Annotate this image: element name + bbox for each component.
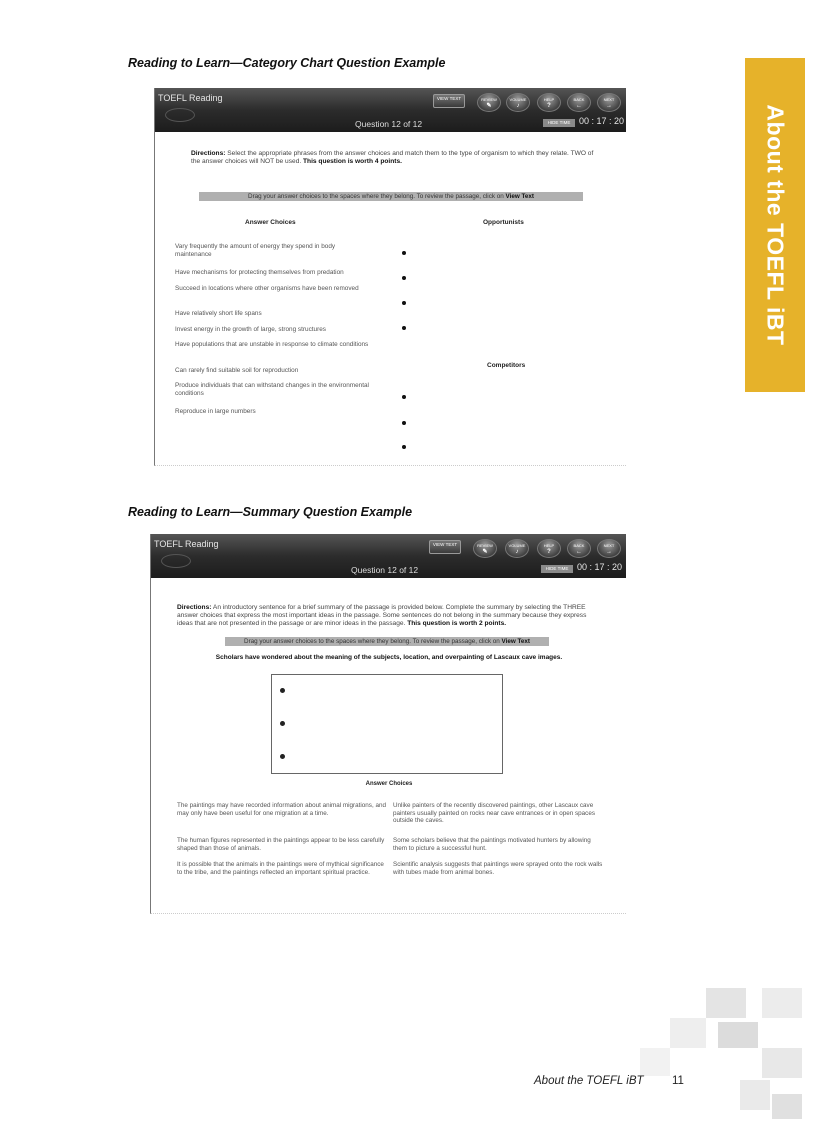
decorative-square [640,1048,670,1076]
view-text-button[interactable]: VIEW TEXT [429,540,461,554]
volume-button[interactable]: VOLUME ♪ [506,93,530,112]
decorative-square [762,1048,802,1078]
question-counter: Question 12 of 12 [351,565,419,575]
answer-choice[interactable]: Have populations that are unstable in response to climate conditions [175,341,369,348]
drop-target-opportunists[interactable] [402,251,406,255]
answer-choice[interactable]: Can rarely find suitable soil for reproduction [175,367,299,374]
footer-title: About the TOEFL iBT [534,1075,644,1087]
directions: Directions: An introductory sentence for a brief summary of the passage is provided below. Complete the summary by selecting the THREE answer choices that express the most important ideas in the passage. Some sentences do not belong in the summary because they express ideas that are not presented in the passage or are minor ideas in the passage. This question is worth 2 points. [177,604,587,627]
answer-choice[interactable]: Succeed in locations where other organisms have been removed [175,285,359,292]
pencil-icon: ✎ [486,103,492,109]
drop-target-competitors[interactable] [402,395,406,399]
test-toolbar [155,88,626,132]
answer-choice[interactable]: Unlike painters of the recently discovered paintings, other Lascaux cave painters usually painted on rocks near cave entrances or in open spaces outside the caves. [393,802,595,824]
summary-drop-slot[interactable] [280,721,285,726]
page-number: 11 [672,1075,684,1087]
drag-instruction-bar: Drag your answer choices to the spaces where they belong. To review the passage, click on View Text [199,192,583,201]
arrow-right-icon: → [606,549,612,555]
summary-screenshot [150,534,626,914]
help-button[interactable]: HELP ? [537,93,561,112]
decorative-square [706,988,746,1018]
question-counter: Question 12 of 12 [355,119,423,129]
ets-logo-icon [165,108,195,122]
answer-choice[interactable]: Produce individuals that can withstand changes in the environmental conditions [175,382,369,397]
answer-choice[interactable]: The human figures represented in the paintings appear to be less carefully shaped than those of animals. [177,837,385,852]
view-text-link[interactable]: View Text [501,638,530,645]
pencil-icon: ✎ [482,549,488,555]
summary-topic-sentence: Scholars have wondered about the meaning of the subjects, location, and overpainting of Lascaux cave images. [215,654,563,661]
arrow-left-icon: ← [576,549,582,555]
drop-target-opportunists[interactable] [402,326,406,330]
timer: 00 : 17 : 20 [577,562,623,572]
arrow-left-icon: ← [576,103,582,109]
hide-time-button[interactable]: HIDE TIME [543,119,575,127]
drop-target-opportunists[interactable] [402,301,406,305]
timer: 00 : 17 : 20 [579,116,625,126]
answer-choice[interactable]: It is possible that the animals in the paintings were of mythical significance to the tribe, and the paintings reflected an important spiritual practice. [177,861,384,876]
answer-choice[interactable]: Invest energy in the growth of large, strong structures [175,326,326,333]
app-name: TOEFL Reading [158,93,223,103]
speaker-icon: ♪ [516,103,520,109]
directions: Directions: Select the appropriate phrases from the answer choices and match them to the type of organism to which they relate. TWO of the answer choices will NOT be used. This question is worth 4 points. [191,150,594,165]
view-text-link[interactable]: View Text [505,193,534,200]
summary-section-title: Reading to Learn—Summary Question Example [128,505,413,519]
next-button[interactable]: NEXT → [597,93,621,112]
answer-choice[interactable]: Have mechanisms for protecting themselves from predation [175,269,344,276]
drag-instruction-bar: Drag your answer choices to the spaces where they belong. To review the passage, click on View Text [225,637,549,646]
decorative-square [718,1022,758,1048]
category-chart-section-title: Reading to Learn—Category Chart Question Example [128,56,446,70]
next-button[interactable]: NEXT → [597,539,621,558]
review-button[interactable]: REVIEW ✎ [477,93,501,112]
view-text-button[interactable]: VIEW TEXT [433,94,465,108]
answer-choices-header: Answer Choices [365,781,413,787]
help-button[interactable]: HELP ? [537,539,561,558]
hide-time-button[interactable]: HIDE TIME [541,565,573,573]
review-button[interactable]: REVIEW ✎ [473,539,497,558]
answer-choices-header: Answer Choices [245,219,296,226]
opportunists-header: Opportunists [483,219,524,226]
side-chapter-tab [745,58,805,392]
help-icon: ? [547,103,551,109]
test-toolbar [151,534,626,578]
summary-drop-box[interactable] [271,674,503,774]
answer-choice[interactable]: Scientific analysis suggests that paintings were sprayed onto the rock walls with tubes made from animal bones. [393,861,603,876]
drop-target-competitors[interactable] [402,421,406,425]
side-chapter-tab-label: About the TOEFL iBT [762,104,789,346]
back-button[interactable]: BACK ← [567,539,591,558]
speaker-icon: ♪ [515,549,519,555]
arrow-right-icon: → [606,103,612,109]
decorative-square [762,988,802,1018]
summary-drop-slot[interactable] [280,754,285,759]
drop-target-competitors[interactable] [402,445,406,449]
help-icon: ? [547,549,551,555]
app-name: TOEFL Reading [154,539,219,549]
answer-choice[interactable]: The paintings may have recorded information about animal migrations, and may only have been useful for one migration at a time. [177,802,386,817]
answer-choice[interactable]: Vary frequently the amount of energy they spend in body maintenance [175,243,336,258]
competitors-header: Competitors [487,362,526,369]
decorative-square [740,1080,770,1110]
back-button[interactable]: BACK ← [567,93,591,112]
drop-target-opportunists[interactable] [402,276,406,280]
volume-button[interactable]: VOLUME ♪ [505,539,529,558]
answer-choice[interactable]: Some scholars believe that the paintings motivated hunters by allowing them to picture a successful hunt. [393,837,591,852]
ets-logo-icon [161,554,191,568]
answer-choice[interactable]: Reproduce in large numbers [175,408,256,415]
decorative-square [670,1018,706,1048]
category-chart-screenshot [154,88,626,466]
summary-drop-slot[interactable] [280,688,285,693]
answer-choice[interactable]: Have relatively short life spans [175,310,262,317]
decorative-square [772,1094,802,1119]
